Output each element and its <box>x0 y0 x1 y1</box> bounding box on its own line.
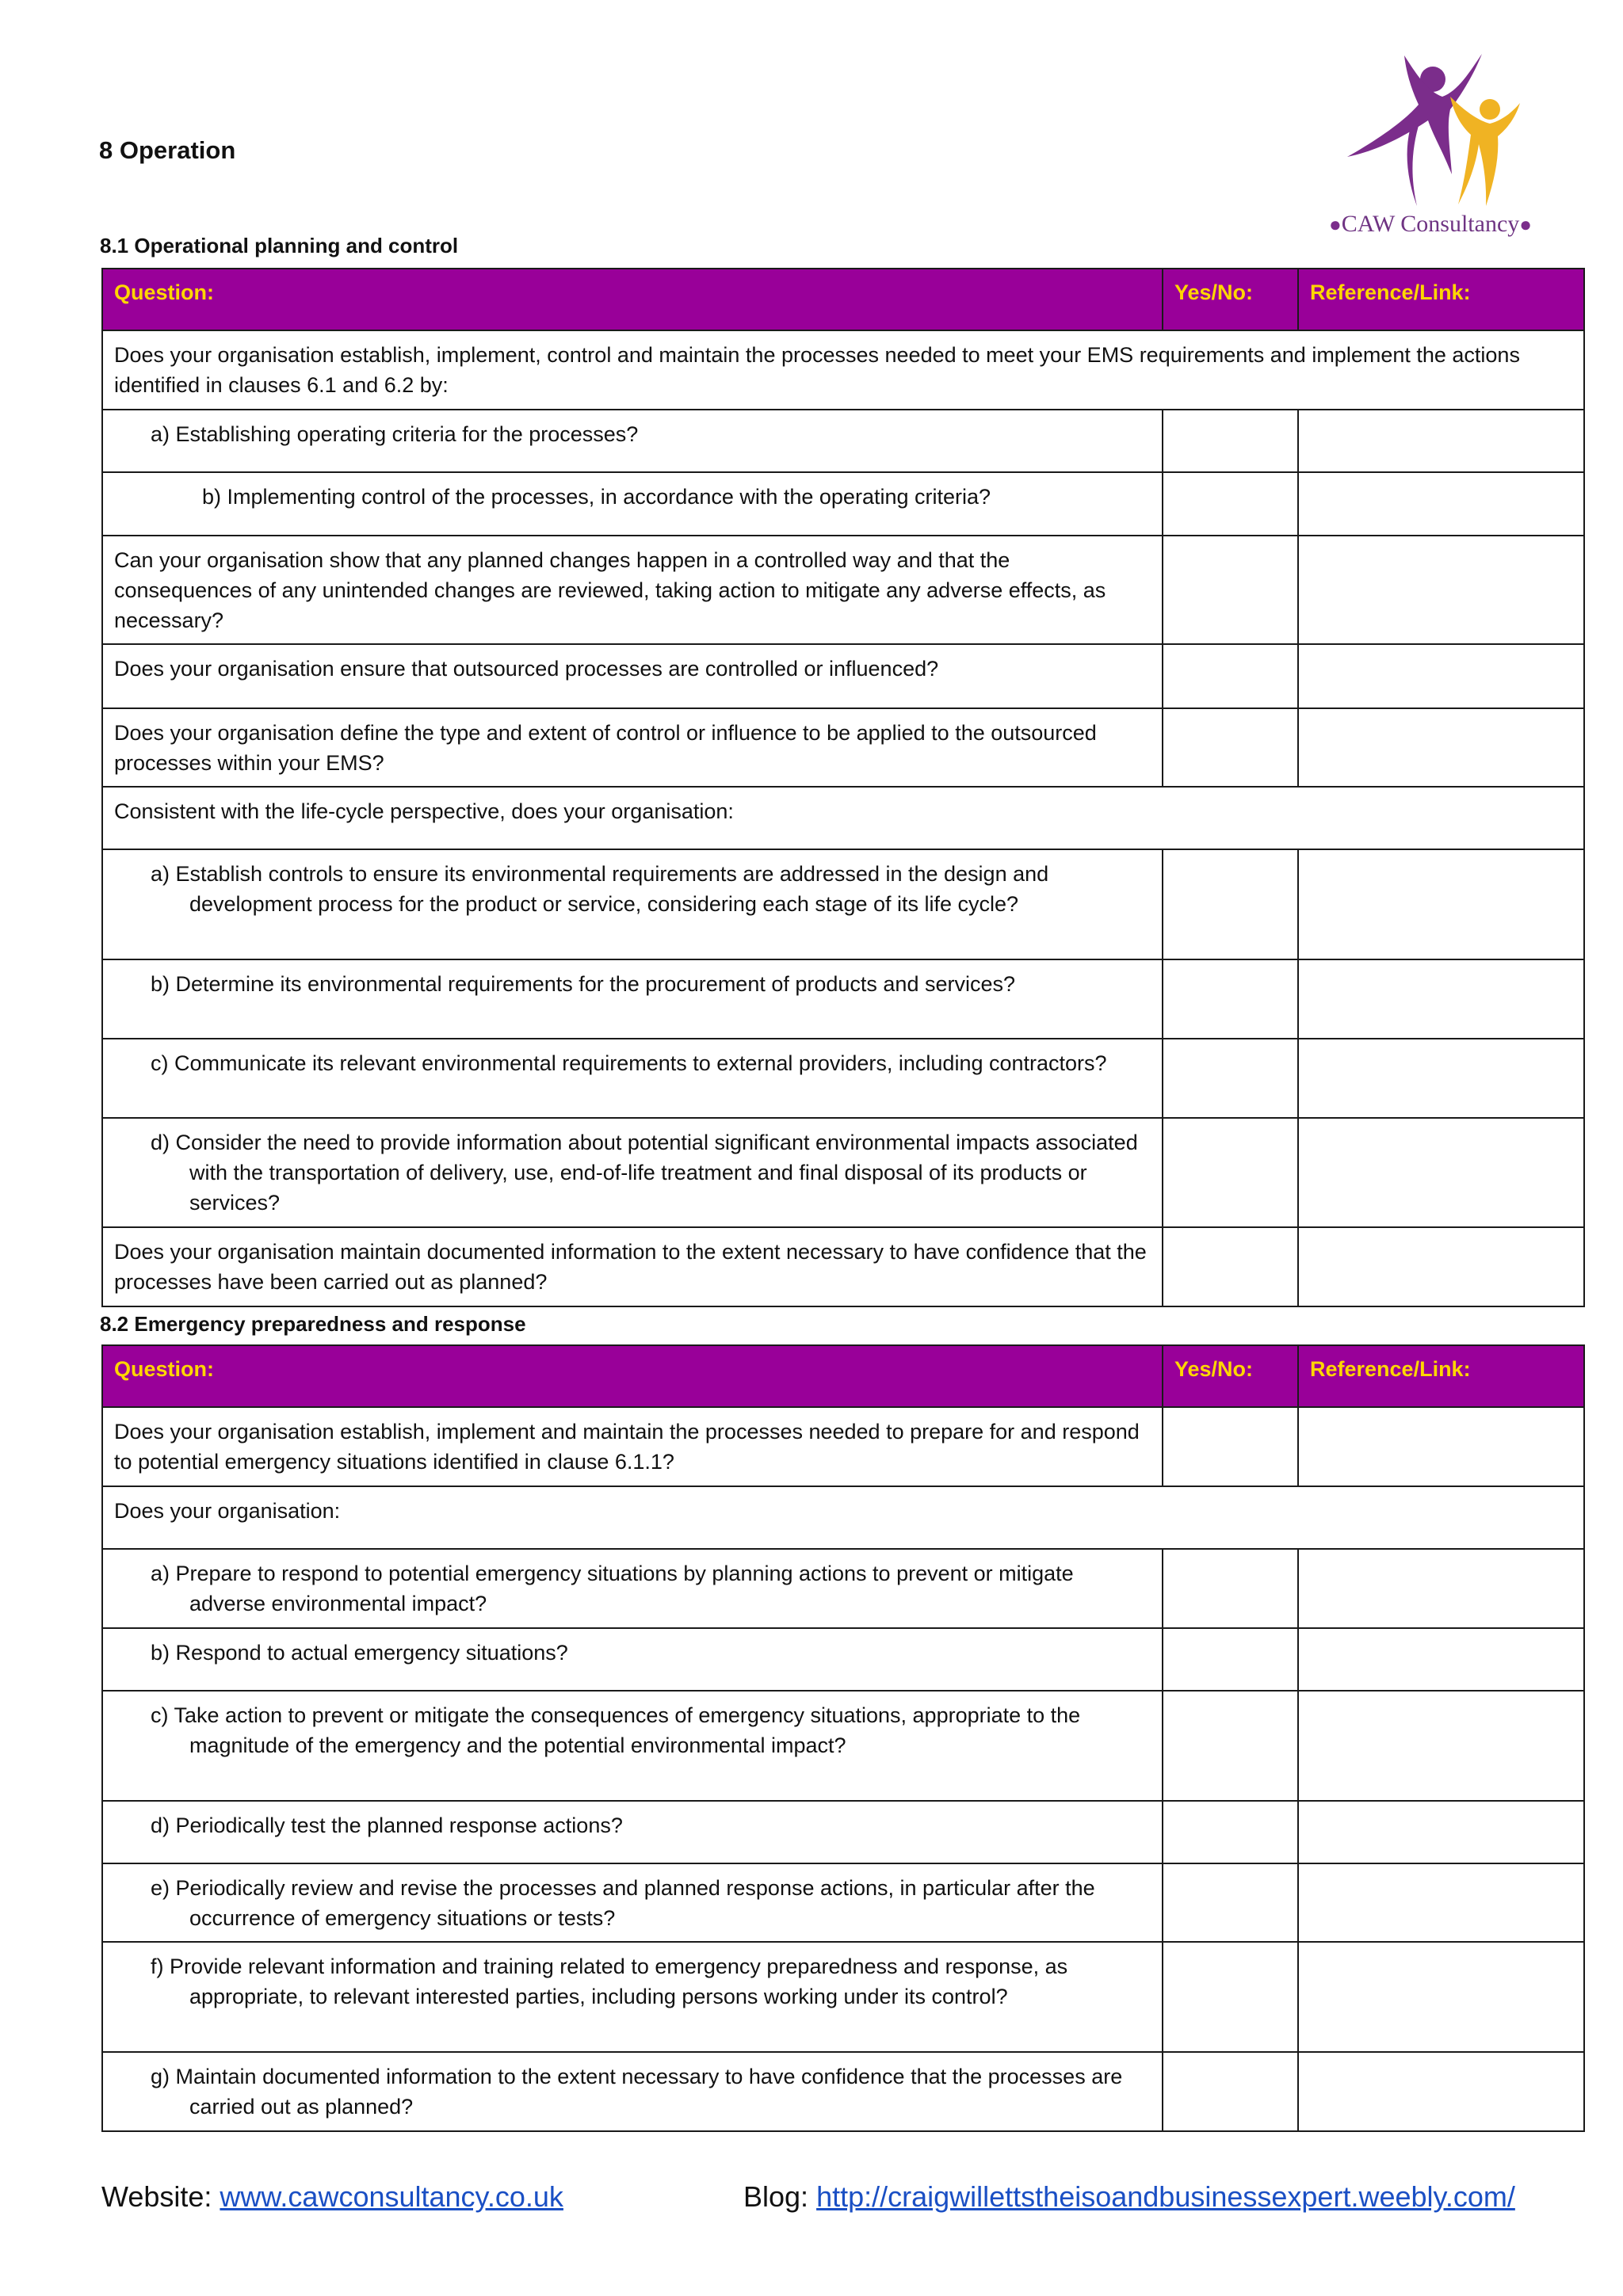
table-row <box>102 787 1584 849</box>
yes-no-cell[interactable] <box>1163 1942 1298 2052</box>
yes-no-cell[interactable] <box>1163 1691 1298 1801</box>
table-row <box>102 1691 1584 1801</box>
reference-cell[interactable] <box>1298 1549 1584 1628</box>
yes-no-cell[interactable] <box>1163 1863 1298 1942</box>
checklist-table-8-1 <box>101 268 1585 1307</box>
reference-cell[interactable] <box>1298 2052 1584 2131</box>
website-label: Website: <box>101 2180 212 2213</box>
table-header-row <box>102 1345 1584 1407</box>
yes-no-cell[interactable] <box>1163 2052 1298 2131</box>
blog-label: Blog: <box>743 2180 809 2213</box>
reference-cell[interactable] <box>1298 1942 1584 2052</box>
table-row <box>102 644 1584 708</box>
reference-cell[interactable] <box>1298 644 1584 708</box>
table-row <box>102 1801 1584 1863</box>
question-cell: b) Respond to actual emergency situations? <box>102 1628 1163 1691</box>
question-cell: f) Provide relevant information and training related to emergency preparedness and response, as appropriate, to relevant interested parties, including persons working under its control? <box>102 1942 1163 2052</box>
table-row <box>102 410 1584 472</box>
section-title-8-2: 8.2 Emergency preparedness and response <box>100 1312 526 1336</box>
question-cell: c) Take action to prevent or mitigate the consequences of emergency situations, appropriate to the magnitude of the emergency and the potential environmental impact? <box>102 1691 1163 1801</box>
section-title-8-1: 8.1 Operational planning and control <box>100 234 459 257</box>
question-cell: a) Prepare to respond to potential emergency situations by planning actions to prevent or mitigate adverse environmental impact? <box>102 1549 1163 1628</box>
reference-cell[interactable] <box>1298 1863 1584 1942</box>
table-row <box>102 1227 1584 1306</box>
yes-no-header: Yes/No: <box>1163 269 1298 330</box>
question-cell: Does your organisation define the type and extent of control or influence to be applied to the outsourced processes within your EMS? <box>102 708 1163 787</box>
reference-header: Reference/Link: <box>1298 269 1584 330</box>
question-cell: Does your organisation establish, implement and maintain the processes needed to prepare for and respond to potential emergency situations identified in clause 6.1.1? <box>102 1407 1163 1486</box>
yes-no-cell[interactable] <box>1163 472 1298 536</box>
yes-no-cell[interactable] <box>1163 1628 1298 1691</box>
question-cell: Does your organisation maintain documented information to the extent necessary to have confidence that the processes have been carried out as planned? <box>102 1227 1163 1306</box>
reference-cell[interactable] <box>1298 849 1584 959</box>
question-cell: e) Periodically review and revise the processes and planned response actions, in particular after the occurrence of emergency situations or tests? <box>102 1863 1163 1942</box>
question-header: Question: <box>102 1345 1163 1407</box>
question-cell: Consistent with the life-cycle perspective, does your organisation: <box>102 787 1584 849</box>
company-logo <box>1300 48 1561 250</box>
question-cell: a) Establishing operating criteria for the processes? <box>102 410 1163 472</box>
yes-no-cell[interactable] <box>1163 644 1298 708</box>
table-row <box>102 1039 1584 1118</box>
yes-no-cell[interactable] <box>1163 708 1298 787</box>
yes-no-header: Yes/No: <box>1163 1345 1298 1407</box>
table-row <box>102 849 1584 959</box>
question-cell: a) Establish controls to ensure its environmental requirements are addressed in the design and development process for the product or service, considering each stage of its life cycle? <box>102 849 1163 959</box>
page-title: 8 Operation <box>99 136 236 164</box>
yes-no-cell[interactable] <box>1163 410 1298 472</box>
bullet-dot-icon: ● <box>1519 213 1532 236</box>
question-cell: Can your organisation show that any planned changes happen in a controlled way and that the consequences of any unintended changes are reviewed, taking action to mitigate any adverse effects, as necessary? <box>102 536 1163 644</box>
yes-no-cell[interactable] <box>1163 1801 1298 1863</box>
reference-cell[interactable] <box>1298 1118 1584 1227</box>
table-row <box>102 1549 1584 1628</box>
yes-no-cell[interactable] <box>1163 536 1298 644</box>
question-cell: d) Consider the need to provide information about potential significant environmental impacts associated with the transportation of delivery, use, end-of-life treatment and final disposal of its products or services? <box>102 1118 1163 1227</box>
table-row <box>102 536 1584 644</box>
question-cell: Does your organisation establish, implement, control and maintain the processes needed to meet your EMS requirements and implement the actions identified in clauses 6.1 and 6.2 by: <box>102 330 1584 410</box>
website-link[interactable]: www.cawconsultancy.co.uk <box>220 2180 563 2213</box>
yes-no-cell[interactable] <box>1163 1227 1298 1306</box>
table-row <box>102 1118 1584 1227</box>
reference-cell[interactable] <box>1298 1039 1584 1118</box>
yes-no-cell[interactable] <box>1163 1039 1298 1118</box>
question-cell: g) Maintain documented information to the extent necessary to have confidence that the processes are carried out as planned? <box>102 2052 1163 2131</box>
blog-link[interactable]: http://craigwillettstheisoandbusinessexpert.weebly.com/ <box>816 2180 1515 2213</box>
reference-cell[interactable] <box>1298 1407 1584 1486</box>
reference-cell[interactable] <box>1298 708 1584 787</box>
footer-blog <box>743 2180 1515 2214</box>
yes-no-cell[interactable] <box>1163 959 1298 1039</box>
question-header: Question: <box>102 269 1163 330</box>
reference-cell[interactable] <box>1298 1227 1584 1306</box>
table-row <box>102 1942 1584 2052</box>
yes-no-cell[interactable] <box>1163 1549 1298 1628</box>
question-cell: b) Determine its environmental requirements for the procurement of products and services? <box>102 959 1163 1039</box>
question-cell: Does your organisation: <box>102 1486 1584 1549</box>
reference-cell[interactable] <box>1298 1691 1584 1801</box>
question-cell: c) Communicate its relevant environmental requirements to external providers, including contractors? <box>102 1039 1163 1118</box>
question-cell: Does your organisation ensure that outsourced processes are controlled or influenced? <box>102 644 1163 708</box>
footer-website <box>101 2180 563 2214</box>
reference-cell[interactable] <box>1298 1628 1584 1691</box>
table-row <box>102 1407 1584 1486</box>
reference-header: Reference/Link: <box>1298 1345 1584 1407</box>
table-row <box>102 708 1584 787</box>
table-row <box>102 330 1584 410</box>
table-row <box>102 1863 1584 1942</box>
yes-no-cell[interactable] <box>1163 1118 1298 1227</box>
reference-cell[interactable] <box>1298 472 1584 536</box>
people-logo-icon <box>1331 48 1522 210</box>
yes-no-cell[interactable] <box>1163 849 1298 959</box>
logo-wordmark: ●CAW Consultancy● <box>1329 211 1532 237</box>
table-header-row <box>102 269 1584 330</box>
reference-cell[interactable] <box>1298 959 1584 1039</box>
table-row <box>102 1628 1584 1691</box>
reference-cell[interactable] <box>1298 1801 1584 1863</box>
bullet-dot-icon: ● <box>1329 213 1342 236</box>
checklist-table-8-2 <box>101 1344 1585 2132</box>
table-row <box>102 959 1584 1039</box>
table-row <box>102 472 1584 536</box>
question-cell: b) Implementing control of the processes, in accordance with the operating criteria? <box>102 472 1163 536</box>
yes-no-cell[interactable] <box>1163 1407 1298 1486</box>
table-row <box>102 1486 1584 1549</box>
question-cell: d) Periodically test the planned response actions? <box>102 1801 1163 1863</box>
reference-cell[interactable] <box>1298 410 1584 472</box>
table-row <box>102 2052 1584 2131</box>
reference-cell[interactable] <box>1298 536 1584 644</box>
